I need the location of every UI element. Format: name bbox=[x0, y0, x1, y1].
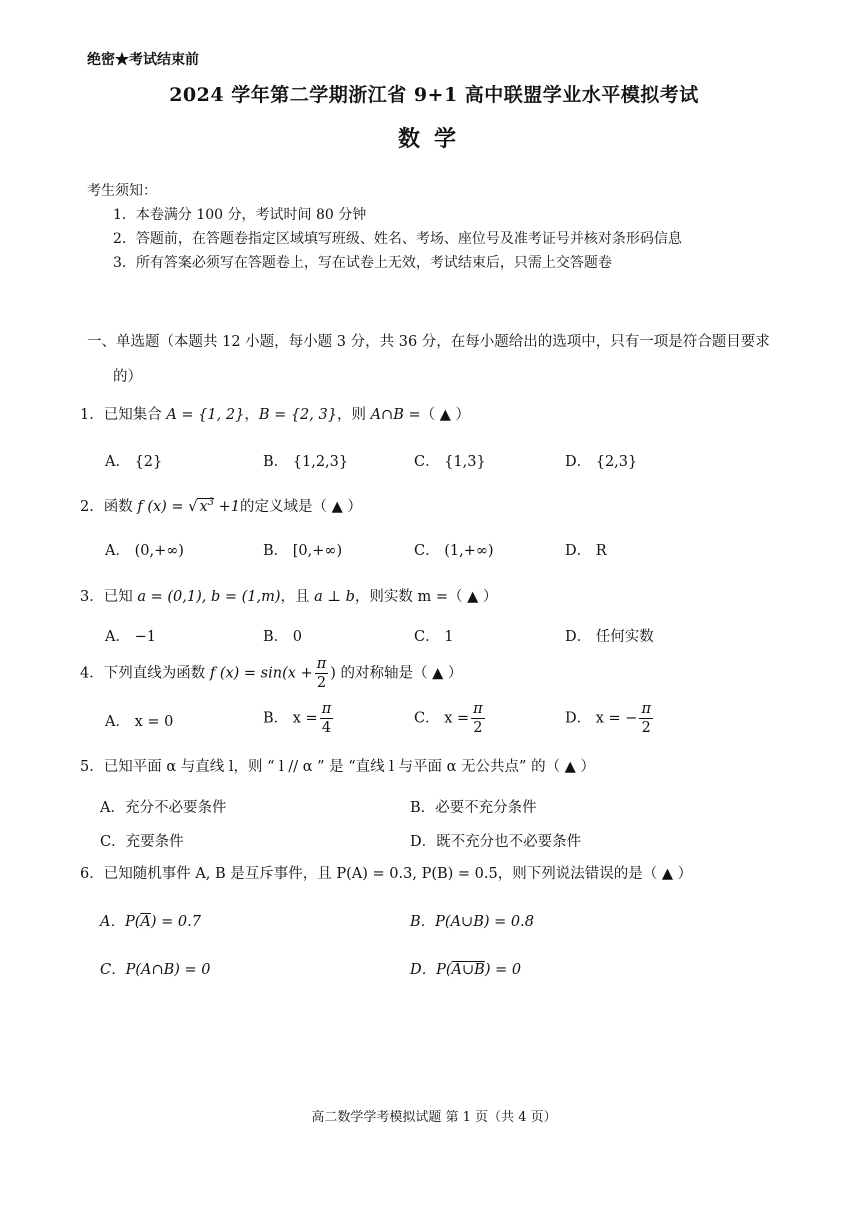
question-2 bbox=[80, 495, 362, 516]
section-heading-cont: 的） bbox=[113, 369, 142, 385]
notice-item-1: 1．本卷满分 100 分，考试时间 80 分钟 bbox=[113, 207, 367, 223]
q4-suffix: ) 的对称轴是（ ▲ ） bbox=[330, 665, 463, 682]
q4-c-num: π bbox=[473, 701, 483, 717]
q1-prefix: 1．已知集合 bbox=[80, 407, 167, 423]
q6-option-c: C．P(A∩B) = 0 bbox=[100, 962, 211, 978]
q4-option-c bbox=[414, 700, 487, 737]
q2-func: f (x) = bbox=[137, 499, 189, 515]
q1-option-b: B． {1,2,3} bbox=[263, 454, 349, 470]
q4-option-b bbox=[263, 700, 335, 737]
question-6: 6．已知随机事件 A, B 是互斥事件，且 P(A) = 0.3, P(B) = 0.5，则下列说法错误的是（ ▲ ） bbox=[80, 866, 693, 882]
q6-option-d-tail: ) = 0 bbox=[484, 962, 522, 978]
question-1: 1．已知集合 A = {1, 2}，B = {2, 3}，则 A∩B =（ ▲ ） bbox=[80, 407, 470, 423]
subject-title: 数学 bbox=[397, 126, 470, 152]
q1-expr: A∩B = bbox=[370, 407, 421, 423]
question-5: 5．已知平面 α 与直线 l，则 “ l // α ” 是 “直线 l 与平面 α 无公共点” 的（ ▲ ） bbox=[80, 759, 595, 775]
q3-mid: ，且 bbox=[280, 589, 315, 605]
question-4 bbox=[80, 655, 462, 692]
q4-option-d bbox=[565, 700, 655, 737]
q2-prefix: 2．函数 bbox=[80, 499, 138, 515]
q6-option-a bbox=[100, 910, 201, 931]
question-3 bbox=[80, 585, 497, 606]
q6-option-d-bar: A∪B bbox=[451, 962, 485, 978]
q2-sqrt: √ $x^3 +1$ bbox=[188, 497, 240, 515]
exam-title: 2024 学年第二学期浙江省 9+1 高中联盟学业水平模拟考试 bbox=[169, 84, 699, 106]
q5-option-d: D．既不充分也不必要条件 bbox=[410, 834, 582, 850]
q4-prefix: 4．下列直线为函数 bbox=[80, 665, 210, 682]
q6-option-b: B．P(A∪B) = 0.8 bbox=[410, 914, 534, 930]
q4-frac-den: 2 bbox=[316, 675, 327, 691]
q2-option-a: A． (0,+∞) bbox=[105, 543, 184, 559]
q3-option-c: C． 1 bbox=[414, 629, 454, 645]
q6-option-d bbox=[410, 958, 521, 979]
q4-d-den: 2 bbox=[641, 720, 651, 736]
q6-option-d-head: D．P( bbox=[410, 962, 452, 978]
notice-item-3: 3．所有答案必须写在答题卷上，写在试卷上无效，考试结束后，只需上交答题卷 bbox=[113, 255, 612, 271]
q1-set-a: A = {1, 2} bbox=[166, 407, 245, 423]
q1-set-b: B = {2, 3} bbox=[258, 407, 337, 423]
q2-suffix: 的定义域是（ ▲ ） bbox=[239, 499, 362, 515]
q4-fraction bbox=[315, 655, 329, 692]
q1-option-a: A． {2} bbox=[105, 454, 163, 470]
q4-option-d-frac bbox=[639, 700, 653, 737]
q4-frac-num: π bbox=[316, 656, 327, 672]
q3-prefix: 3．已知 bbox=[80, 589, 138, 605]
q5-option-c: C．充要条件 bbox=[100, 834, 184, 850]
q3-option-a: A． −1 bbox=[105, 629, 156, 645]
q4-option-c-frac bbox=[471, 700, 485, 737]
q4-b-num: π bbox=[321, 701, 332, 717]
q3-perp: a ⊥ b bbox=[314, 589, 355, 605]
q5-option-a: A．充分不必要条件 bbox=[100, 800, 227, 816]
notice-title: 考生须知： bbox=[87, 183, 157, 199]
q4-d-num: π bbox=[641, 701, 651, 717]
q1-option-c: C． {1,3} bbox=[414, 454, 486, 470]
q6-option-a-bar: $\overline{A}$ bbox=[140, 914, 151, 930]
q3-option-d: D． 任何实数 bbox=[565, 629, 654, 645]
q1-mid: ，则 bbox=[336, 407, 371, 423]
q3-option-b: B． 0 bbox=[263, 629, 302, 645]
q6-option-a-tail: ) = 0.7 bbox=[150, 914, 201, 930]
q5-option-b: B．必要不充分条件 bbox=[410, 800, 537, 816]
q4-b-den: 4 bbox=[321, 720, 332, 736]
q4-option-a: A． x = 0 bbox=[105, 714, 174, 730]
q1-paren: （ ▲ ） bbox=[420, 407, 470, 423]
q2-option-b: B． [0,+∞) bbox=[263, 543, 343, 559]
q4-option-c-label: C． x = bbox=[414, 710, 470, 727]
notice-item-2: 2．答题前，在答题卷指定区域填写班级、姓名、考场、座位号及准考证号并核对条形码信息 bbox=[113, 231, 682, 247]
q4-option-d-label: D． x = − bbox=[565, 710, 638, 727]
section-heading: 一、单选题（本题共 12 小题，每小题 3 分，共 36 分，在每小题给出的选项中，只有一项是符合题目要求 bbox=[87, 334, 770, 350]
q3-suffix: ，则实数 m =（ ▲ ） bbox=[354, 589, 498, 605]
page-footer: 高二数学学考模拟试题 第 1 页（共 4 页） bbox=[311, 1110, 557, 1125]
q2-option-d: D． R bbox=[565, 543, 607, 559]
q1-option-d: D． {2,3} bbox=[565, 454, 638, 470]
q4-c-den: 2 bbox=[473, 720, 483, 736]
q4-func: f (x) = sin(x + bbox=[209, 665, 313, 682]
confidential-label: 绝密★考试结束前 bbox=[87, 52, 199, 68]
q4-option-b-frac bbox=[320, 700, 334, 737]
q2-option-c: C． (1,+∞) bbox=[414, 543, 494, 559]
q4-option-b-label: B． x = bbox=[263, 710, 318, 727]
q6-option-a-head: A．P( bbox=[100, 914, 141, 930]
q3-vectors: a = (0,1), b = (1,m) bbox=[137, 589, 281, 605]
